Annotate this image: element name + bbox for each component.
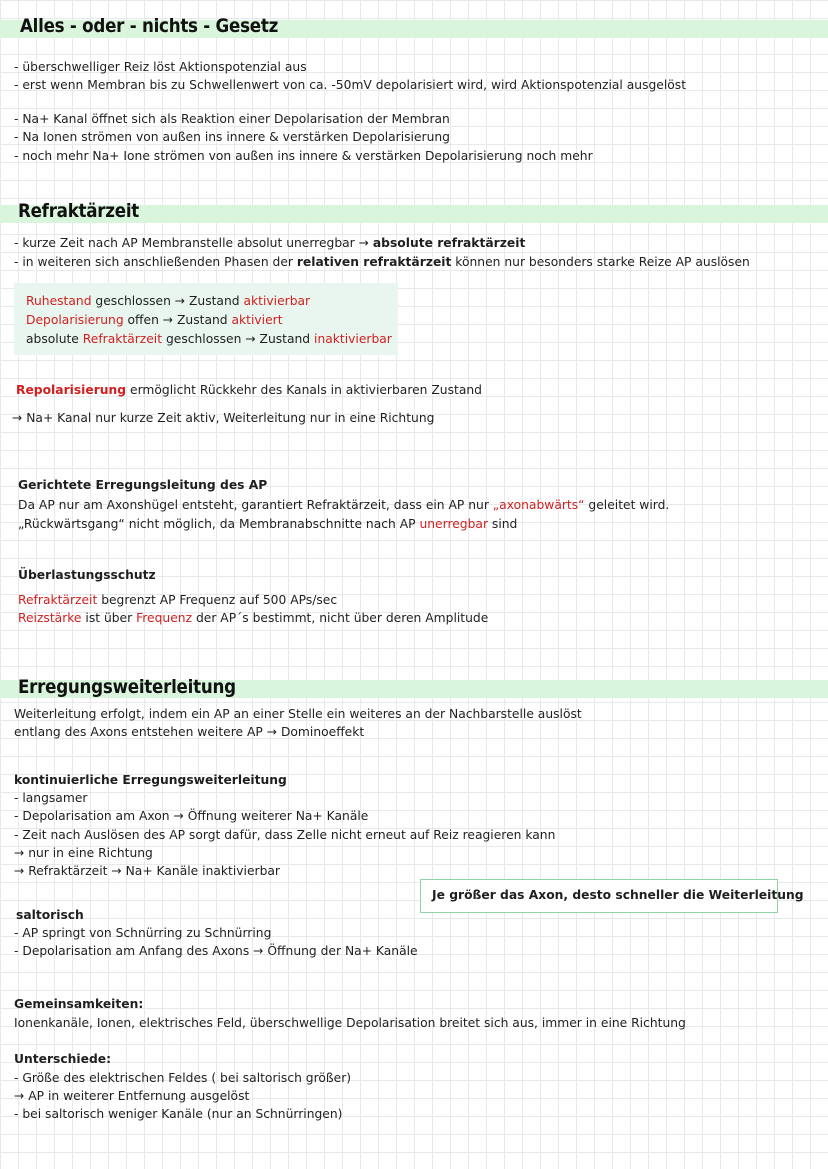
text-line: Ionenkanäle, Ionen, elektrisches Feld, überschwellige Depolarisation breitet sich aus, immer in eine Richtung	[14, 1016, 686, 1030]
callout-text: Je größer das Axon, desto schneller die Weiterleitung	[432, 888, 804, 902]
text-span: - in weiteren sich anschließenden Phasen der	[14, 255, 297, 269]
text-span: - kurze Zeit nach AP Membranstelle absolut unerregbar →	[14, 236, 373, 250]
subheading-saltorisch: saltorisch	[16, 908, 84, 922]
state-row-ruhestand	[26, 293, 310, 309]
list-item: → nur in eine Richtung	[14, 846, 153, 860]
list-item: - langsamer	[14, 791, 88, 805]
section-title-alles-oder-nichts: Alles - oder - nichts - Gesetz	[20, 15, 279, 37]
list-item: - bei saltorisch weniger Kanäle (nur an Schnürringen)	[14, 1107, 343, 1121]
list-item: - AP springt von Schnürring zu Schnürring	[14, 926, 272, 940]
text-span: offen → Zustand	[123, 313, 232, 327]
text-line	[18, 610, 488, 626]
list-item: → Refraktärzeit → Na+ Kanäle inaktivierbar	[14, 864, 280, 878]
text-span: Da AP nur am Axonshügel entsteht, garantiert Refraktärzeit, dass ein AP nur	[18, 498, 493, 512]
state-row-refraktaerzeit	[26, 331, 392, 347]
text-line: - noch mehr Na+ Ione strömen von außen ins innere & verstärken Depolarisierung noch mehr	[14, 149, 593, 163]
text-span: sind	[488, 517, 518, 531]
list-item: - Depolarisation am Anfang des Axons → Öffnung der Na+ Kanäle	[14, 944, 418, 958]
subheading-kontinuierliche: kontinuierliche Erregungsweiterleitung	[14, 773, 287, 787]
subheading-unterschiede: Unterschiede:	[14, 1052, 112, 1066]
list-item: - Zeit nach Auslösen des AP sorgt dafür, dass Zelle nicht erneut auf Reiz reagieren kann	[14, 828, 556, 842]
red-term: unerregbar	[419, 517, 489, 531]
text-line	[18, 592, 337, 608]
red-term: Reizstärke	[18, 611, 82, 625]
bold-term: relativen refraktärzeit	[296, 255, 452, 269]
text-line: - Na+ Kanal öffnet sich als Reaktion einer Depolarisation der Membran	[14, 112, 450, 126]
state-row-depolarisierung	[26, 312, 283, 328]
red-term: „axonabwärts“	[492, 498, 585, 512]
text-span: geschlossen → Zustand	[162, 332, 315, 346]
text-span: können nur besonders starke Reize AP auslösen	[451, 255, 750, 269]
section-title-refraktaerzeit: Refraktärzeit	[18, 200, 140, 222]
text-line-relative-refraktaerzeit	[14, 254, 750, 270]
red-term: aktiviert	[231, 313, 283, 327]
text-span: der AP´s bestimmt, nicht über deren Amplitude	[192, 611, 489, 625]
text-line-repolarisierung	[16, 382, 482, 398]
text-span: begrenzt AP Frequenz auf 500 APs/sec	[97, 593, 338, 607]
text-span: ermöglicht Rückkehr des Kanals in aktivierbaren Zustand	[126, 383, 482, 397]
red-term: Ruhestand	[26, 294, 92, 308]
red-term: inaktivierbar	[314, 332, 392, 346]
red-term: aktivierbar	[243, 294, 311, 308]
red-term: Frequenz	[136, 611, 193, 625]
list-item: - Größe des elektrischen Feldes ( bei saltorisch größer)	[14, 1071, 352, 1085]
text-span: absolute	[26, 332, 83, 346]
subheading-gemeinsamkeiten: Gemeinsamkeiten:	[14, 997, 144, 1011]
text-line: Weiterleitung erfolgt, indem ein AP an einer Stelle ein weiteres an der Nachbarstelle auslöst	[14, 707, 582, 721]
red-term: Depolarisierung	[26, 313, 124, 327]
text-line: - Na Ionen strömen von außen ins innere & verstärken Depolarisierung	[14, 130, 450, 144]
text-span: geschlossen → Zustand	[91, 294, 244, 308]
bold-term: absolute refraktärzeit	[372, 236, 526, 250]
subheading-ueberlastungsschutz: Überlastungsschutz	[18, 568, 156, 582]
section-title-erregungsweiterleitung: Erregungsweiterleitung	[18, 676, 236, 698]
text-line: - erst wenn Membran bis zu Schwellenwert von ca. -50mV depolarisiert wird, wird Aktionspotenzial ausgelöst	[14, 78, 687, 92]
red-term: Refraktärzeit	[18, 593, 98, 607]
text-line: - überschwelliger Reiz löst Aktionspotenzial aus	[14, 60, 307, 74]
text-span: „Rückwärtsgang“ nicht möglich, da Membranabschnitte nach AP	[18, 517, 420, 531]
list-item: → AP in weiterer Entfernung ausgelöst	[14, 1089, 250, 1103]
text-line-absolute-refraktaerzeit	[14, 235, 525, 251]
text-line: → Na+ Kanal nur kurze Zeit aktiv, Weiterleitung nur in eine Richtung	[12, 411, 435, 425]
text-span: geleitet wird.	[584, 498, 670, 512]
red-term: Repolarisierung	[16, 383, 127, 397]
text-line	[18, 516, 517, 532]
text-span: ist über	[81, 611, 137, 625]
red-term: Refraktärzeit	[82, 332, 163, 346]
text-line	[18, 497, 669, 513]
list-item: - Depolarisation am Axon → Öffnung weiterer Na+ Kanäle	[14, 809, 369, 823]
subheading-gerichtete-erregungsleitung: Gerichtete Erregungsleitung des AP	[18, 478, 268, 492]
text-line: entlang des Axons entstehen weitere AP → Dominoeffekt	[14, 725, 365, 739]
